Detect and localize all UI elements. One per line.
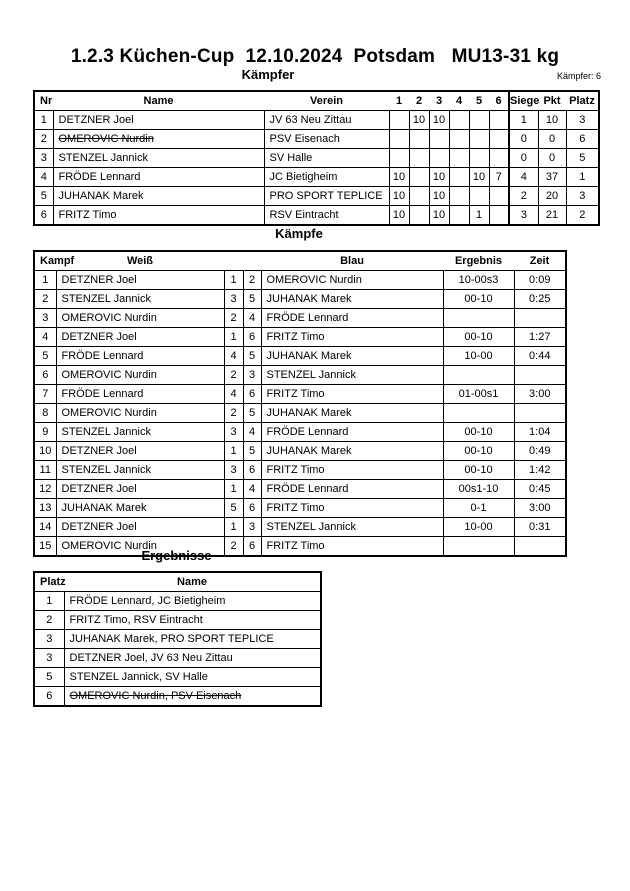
kaempfe-table bbox=[33, 250, 567, 557]
ergebnis-cell: 00-10 bbox=[443, 328, 514, 347]
weiss-nr-cell: 1 bbox=[224, 480, 243, 499]
blau-name-cell: FRITZ Timo bbox=[261, 328, 443, 347]
zeit-cell: 3:00 bbox=[514, 385, 566, 404]
weiss-nr-cell: 5 bbox=[224, 499, 243, 518]
platz-cell: 3 bbox=[566, 187, 599, 206]
col-header-verein: Verein bbox=[264, 91, 389, 111]
ergebnisse-section-heading: Ergebnisse bbox=[141, 548, 212, 563]
kaempfer-row bbox=[34, 149, 599, 168]
zeit-cell bbox=[514, 537, 566, 557]
kaempfer-count-label: Kämpfer: 6 bbox=[556, 71, 601, 81]
weiss-name-cell: STENZEL Jannick bbox=[56, 423, 224, 442]
kampf-nr-cell: 14 bbox=[34, 518, 56, 537]
weiss-name-cell: STENZEL Jannick bbox=[56, 461, 224, 480]
round-score-cell bbox=[469, 130, 489, 149]
siege-cell: 0 bbox=[509, 149, 538, 168]
col-header-ergebnis: Ergebnis bbox=[443, 251, 514, 271]
round-score-cell bbox=[429, 130, 449, 149]
blau-name-cell: JUHANAK Marek bbox=[261, 442, 443, 461]
blau-name-cell: OMEROVIC Nurdin bbox=[261, 271, 443, 290]
platz-cell: 1 bbox=[566, 168, 599, 187]
fighter-name-cell: DETZNER Joel bbox=[53, 111, 264, 130]
result-name-cell: FRÖDE Lennard, JC Bietigheim bbox=[64, 592, 321, 611]
ergebnis-row bbox=[34, 630, 321, 649]
result-name-cell: FRITZ Timo, RSV Eintracht bbox=[64, 611, 321, 630]
verein-cell: PSV Eisenach bbox=[264, 130, 389, 149]
col-header-siege: Siege bbox=[509, 91, 538, 111]
platz-cell: 6 bbox=[566, 130, 599, 149]
round-score-cell bbox=[449, 206, 469, 226]
result-name-cell: OMEROVIC Nurdin, PSV Eisenach bbox=[64, 687, 321, 707]
ergebnis-cell: 10-00 bbox=[443, 347, 514, 366]
platz-cell: 3 bbox=[34, 630, 64, 649]
kaempfer-header-row bbox=[34, 91, 599, 111]
kampf-row bbox=[34, 423, 566, 442]
weiss-nr-cell: 2 bbox=[224, 366, 243, 385]
weiss-name-cell: JUHANAK Marek bbox=[56, 499, 224, 518]
weiss-name-cell: DETZNER Joel bbox=[56, 328, 224, 347]
kampf-row bbox=[34, 347, 566, 366]
zeit-cell: 1:04 bbox=[514, 423, 566, 442]
col-header-round-1: 1 bbox=[389, 91, 409, 111]
round-score-cell bbox=[449, 111, 469, 130]
ergebnis-row bbox=[34, 592, 321, 611]
zeit-cell bbox=[514, 309, 566, 328]
blau-nr-cell: 5 bbox=[243, 404, 261, 423]
weiss-nr-cell: 2 bbox=[224, 537, 243, 557]
ergebnis-cell: 00-10 bbox=[443, 461, 514, 480]
blau-nr-cell: 6 bbox=[243, 461, 261, 480]
blau-name-cell: FRITZ Timo bbox=[261, 385, 443, 404]
blau-name-cell: FRÖDE Lennard bbox=[261, 309, 443, 328]
platz-cell: 3 bbox=[34, 649, 64, 668]
result-name-cell: JUHANAK Marek, PRO SPORT TEPLICE bbox=[64, 630, 321, 649]
col-header-round-2: 2 bbox=[409, 91, 429, 111]
kampf-row bbox=[34, 271, 566, 290]
weiss-name-cell: DETZNER Joel bbox=[56, 480, 224, 499]
platz-cell: 2 bbox=[34, 611, 64, 630]
col-header-pkt: Pkt bbox=[538, 91, 566, 111]
round-score-cell bbox=[449, 168, 469, 187]
kaempfer-section-heading: Kämpfer bbox=[241, 67, 295, 82]
blau-nr-cell: 2 bbox=[243, 271, 261, 290]
kaempfe-section-heading: Kämpfe bbox=[275, 226, 323, 241]
kampf-nr-cell: 8 bbox=[34, 404, 56, 423]
weiss-name-cell: OMEROVIC Nurdin bbox=[56, 366, 224, 385]
ergebnisse-header-row bbox=[34, 572, 321, 592]
blau-name-cell: STENZEL Jannick bbox=[261, 518, 443, 537]
nr-cell: 5 bbox=[34, 187, 53, 206]
round-score-cell bbox=[409, 168, 429, 187]
weiss-name-cell: OMEROVIC Nurdin bbox=[56, 309, 224, 328]
kaempfer-table bbox=[33, 90, 600, 226]
kampf-row bbox=[34, 480, 566, 499]
col-header-platz: Platz bbox=[566, 91, 599, 111]
page-title: 1.2.3 Küchen-Cup 12.10.2024 Potsdam MU13-31 kg bbox=[70, 46, 560, 67]
kaempfer-row bbox=[34, 130, 599, 149]
kampf-nr-cell: 15 bbox=[34, 537, 56, 557]
weiss-nr-cell: 1 bbox=[224, 271, 243, 290]
nr-cell: 1 bbox=[34, 111, 53, 130]
pkt-cell: 0 bbox=[538, 149, 566, 168]
blau-name-cell: FRITZ Timo bbox=[261, 499, 443, 518]
siege-cell: 1 bbox=[509, 111, 538, 130]
nr-cell: 6 bbox=[34, 206, 53, 226]
round-score-cell: 10 bbox=[429, 206, 449, 226]
kampf-row bbox=[34, 366, 566, 385]
weiss-nr-cell: 2 bbox=[224, 404, 243, 423]
round-score-cell: 10 bbox=[409, 111, 429, 130]
ergebnis-cell bbox=[443, 537, 514, 557]
zeit-cell bbox=[514, 366, 566, 385]
kampf-nr-cell: 11 bbox=[34, 461, 56, 480]
weiss-nr-cell: 1 bbox=[224, 328, 243, 347]
weiss-nr-cell: 1 bbox=[224, 442, 243, 461]
platz-cell: 2 bbox=[566, 206, 599, 226]
weiss-name-cell: OMEROVIC Nurdin bbox=[56, 537, 224, 557]
round-score-cell bbox=[389, 111, 409, 130]
weiss-name-cell: DETZNER Joel bbox=[56, 518, 224, 537]
verein-cell: PRO SPORT TEPLICE bbox=[264, 187, 389, 206]
verein-cell: JV 63 Neu Zittau bbox=[264, 111, 389, 130]
kampf-row bbox=[34, 461, 566, 480]
round-score-cell bbox=[469, 149, 489, 168]
col-header-round-6: 6 bbox=[489, 91, 509, 111]
blau-nr-cell: 4 bbox=[243, 309, 261, 328]
ergebnis-cell: 01-00s1 bbox=[443, 385, 514, 404]
nr-cell: 4 bbox=[34, 168, 53, 187]
blau-nr-cell: 5 bbox=[243, 442, 261, 461]
ergebnis-cell: 00-10 bbox=[443, 442, 514, 461]
kampf-nr-cell: 2 bbox=[34, 290, 56, 309]
fighter-name-cell: FRITZ Timo bbox=[53, 206, 264, 226]
platz-cell: 5 bbox=[34, 668, 64, 687]
pkt-cell: 0 bbox=[538, 130, 566, 149]
fighter-name-cell: JUHANAK Marek bbox=[53, 187, 264, 206]
blau-name-cell: FRITZ Timo bbox=[261, 461, 443, 480]
ergebnis-cell: 00-10 bbox=[443, 290, 514, 309]
pkt-cell: 20 bbox=[538, 187, 566, 206]
weiss-name-cell: FRÖDE Lennard bbox=[56, 385, 224, 404]
weiss-name-cell: STENZEL Jannick bbox=[56, 290, 224, 309]
kampf-nr-cell: 10 bbox=[34, 442, 56, 461]
ergebnis-cell: 10-00 bbox=[443, 518, 514, 537]
zeit-cell bbox=[514, 404, 566, 423]
weiss-nr-cell: 3 bbox=[224, 423, 243, 442]
blau-name-cell: FRÖDE Lennard bbox=[261, 423, 443, 442]
kampf-nr-cell: 9 bbox=[34, 423, 56, 442]
kampf-nr-cell: 6 bbox=[34, 366, 56, 385]
siege-cell: 3 bbox=[509, 206, 538, 226]
zeit-cell: 0:25 bbox=[514, 290, 566, 309]
blau-nr-cell: 6 bbox=[243, 537, 261, 557]
round-score-cell bbox=[449, 130, 469, 149]
verein-cell: JC Bietigheim bbox=[264, 168, 389, 187]
zeit-cell: 0:09 bbox=[514, 271, 566, 290]
kaempfer-row bbox=[34, 168, 599, 187]
zeit-cell: 0:31 bbox=[514, 518, 566, 537]
round-score-cell: 10 bbox=[389, 206, 409, 226]
round-score-cell: 10 bbox=[429, 111, 449, 130]
kampf-nr-cell: 4 bbox=[34, 328, 56, 347]
round-score-cell bbox=[469, 111, 489, 130]
ergebnis-cell bbox=[443, 366, 514, 385]
weiss-name-cell: OMEROVIC Nurdin bbox=[56, 404, 224, 423]
zeit-cell: 1:42 bbox=[514, 461, 566, 480]
weiss-nr-cell: 4 bbox=[224, 385, 243, 404]
ergebnis-row bbox=[34, 687, 321, 707]
round-score-cell: 10 bbox=[389, 187, 409, 206]
platz-cell: 5 bbox=[566, 149, 599, 168]
weiss-name-cell: FRÖDE Lennard bbox=[56, 347, 224, 366]
zeit-cell: 3:00 bbox=[514, 499, 566, 518]
zeit-cell: 0:45 bbox=[514, 480, 566, 499]
blau-nr-cell: 3 bbox=[243, 518, 261, 537]
kampf-nr-cell: 13 bbox=[34, 499, 56, 518]
weiss-name-cell: DETZNER Joel bbox=[56, 271, 224, 290]
weiss-nr-cell: 3 bbox=[224, 290, 243, 309]
kampf-nr-cell: 7 bbox=[34, 385, 56, 404]
kampf-row bbox=[34, 290, 566, 309]
nr-cell: 3 bbox=[34, 149, 53, 168]
ergebnis-cell: 10-00s3 bbox=[443, 271, 514, 290]
blau-name-cell: JUHANAK Marek bbox=[261, 404, 443, 423]
pkt-cell: 10 bbox=[538, 111, 566, 130]
round-score-cell: 1 bbox=[469, 206, 489, 226]
ergebnis-cell bbox=[443, 404, 514, 423]
col-header-weiss: Weiß bbox=[56, 251, 224, 271]
verein-cell: RSV Eintracht bbox=[264, 206, 389, 226]
weiss-nr-cell: 4 bbox=[224, 347, 243, 366]
col-header-name: Name bbox=[64, 572, 321, 592]
kaempfe-header-row bbox=[34, 251, 566, 271]
fighter-name-cell: STENZEL Jannick bbox=[53, 149, 264, 168]
fighter-name-cell: OMEROVIC Nurdin bbox=[53, 130, 264, 149]
blau-nr-cell: 6 bbox=[243, 328, 261, 347]
round-score-cell bbox=[449, 149, 469, 168]
ergebnis-cell: 00s1-10 bbox=[443, 480, 514, 499]
kaempfer-row bbox=[34, 206, 599, 226]
blau-nr-cell: 4 bbox=[243, 423, 261, 442]
round-score-cell bbox=[489, 187, 509, 206]
round-score-cell: 10 bbox=[469, 168, 489, 187]
round-score-cell bbox=[469, 187, 489, 206]
col-header-kampf: Kampf bbox=[34, 251, 56, 271]
round-score-cell: 10 bbox=[429, 168, 449, 187]
weiss-nr-cell: 1 bbox=[224, 518, 243, 537]
zeit-cell: 1:27 bbox=[514, 328, 566, 347]
col-header-name: Name bbox=[53, 91, 264, 111]
kampf-nr-cell: 12 bbox=[34, 480, 56, 499]
col-header-platz: Platz bbox=[34, 572, 64, 592]
round-score-cell bbox=[409, 206, 429, 226]
ergebnis-row bbox=[34, 611, 321, 630]
siege-cell: 2 bbox=[509, 187, 538, 206]
result-name-cell: DETZNER Joel, JV 63 Neu Zittau bbox=[64, 649, 321, 668]
platz-cell: 1 bbox=[34, 592, 64, 611]
blau-nr-cell: 6 bbox=[243, 499, 261, 518]
ergebnis-row bbox=[34, 649, 321, 668]
zeit-cell: 0:44 bbox=[514, 347, 566, 366]
kampf-row bbox=[34, 518, 566, 537]
weiss-name-cell: DETZNER Joel bbox=[56, 442, 224, 461]
nr-cell: 2 bbox=[34, 130, 53, 149]
round-score-cell bbox=[409, 187, 429, 206]
kampf-row bbox=[34, 328, 566, 347]
round-score-cell bbox=[489, 111, 509, 130]
kampf-nr-cell: 1 bbox=[34, 271, 56, 290]
blau-nr-cell: 6 bbox=[243, 385, 261, 404]
verein-cell: SV Halle bbox=[264, 149, 389, 168]
zeit-cell: 0:49 bbox=[514, 442, 566, 461]
blau-nr-cell: 5 bbox=[243, 290, 261, 309]
kampf-row bbox=[34, 309, 566, 328]
col-header-zeit: Zeit bbox=[514, 251, 566, 271]
kampf-nr-cell: 5 bbox=[34, 347, 56, 366]
kaempfer-row bbox=[34, 187, 599, 206]
pkt-cell: 21 bbox=[538, 206, 566, 226]
round-score-cell bbox=[389, 130, 409, 149]
col-header-round-3: 3 bbox=[429, 91, 449, 111]
blau-name-cell: FRITZ Timo bbox=[261, 537, 443, 557]
col-header-blau: Blau bbox=[261, 251, 443, 271]
round-score-cell bbox=[389, 149, 409, 168]
round-score-cell bbox=[429, 149, 449, 168]
col-header-blau-nr bbox=[243, 251, 261, 271]
blau-name-cell: FRÖDE Lennard bbox=[261, 480, 443, 499]
blau-nr-cell: 3 bbox=[243, 366, 261, 385]
col-header-nr: Nr bbox=[34, 91, 53, 111]
blau-name-cell: JUHANAK Marek bbox=[261, 290, 443, 309]
ergebnisse-table bbox=[33, 571, 322, 707]
ergebnis-cell: 00-10 bbox=[443, 423, 514, 442]
result-name-cell: STENZEL Jannick, SV Halle bbox=[64, 668, 321, 687]
kampf-row bbox=[34, 404, 566, 423]
round-score-cell: 7 bbox=[489, 168, 509, 187]
fighter-name-cell: FRÖDE Lennard bbox=[53, 168, 264, 187]
kampf-row bbox=[34, 385, 566, 404]
round-score-cell bbox=[409, 130, 429, 149]
weiss-nr-cell: 3 bbox=[224, 461, 243, 480]
weiss-nr-cell: 2 bbox=[224, 309, 243, 328]
round-score-cell: 10 bbox=[389, 168, 409, 187]
platz-cell: 3 bbox=[566, 111, 599, 130]
kampf-row bbox=[34, 499, 566, 518]
ergebnis-cell: 0-1 bbox=[443, 499, 514, 518]
blau-name-cell: STENZEL Jannick bbox=[261, 366, 443, 385]
col-header-weiss-nr bbox=[224, 251, 243, 271]
pkt-cell: 37 bbox=[538, 168, 566, 187]
kampf-nr-cell: 3 bbox=[34, 309, 56, 328]
round-score-cell bbox=[409, 149, 429, 168]
blau-name-cell: JUHANAK Marek bbox=[261, 347, 443, 366]
blau-nr-cell: 4 bbox=[243, 480, 261, 499]
kampf-row bbox=[34, 442, 566, 461]
round-score-cell bbox=[489, 206, 509, 226]
col-header-round-5: 5 bbox=[469, 91, 489, 111]
round-score-cell: 10 bbox=[429, 187, 449, 206]
round-score-cell bbox=[489, 149, 509, 168]
round-score-cell bbox=[449, 187, 469, 206]
ergebnis-cell bbox=[443, 309, 514, 328]
col-header-round-4: 4 bbox=[449, 91, 469, 111]
platz-cell: 6 bbox=[34, 687, 64, 707]
blau-nr-cell: 5 bbox=[243, 347, 261, 366]
siege-cell: 4 bbox=[509, 168, 538, 187]
kaempfer-row bbox=[34, 111, 599, 130]
ergebnis-row bbox=[34, 668, 321, 687]
round-score-cell bbox=[489, 130, 509, 149]
siege-cell: 0 bbox=[509, 130, 538, 149]
